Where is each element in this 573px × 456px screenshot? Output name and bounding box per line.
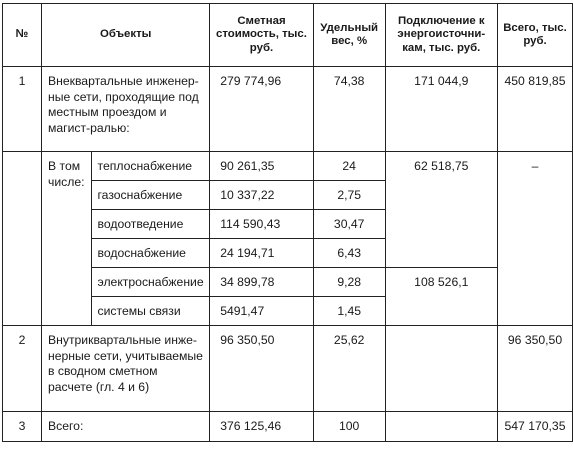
header-connection: Подключение к энергоисточни-кам, тыс. руб. bbox=[385, 4, 497, 67]
sub-connection-a: 62 518,75 bbox=[385, 152, 497, 268]
sub-item-cost: 90 261,35 bbox=[210, 152, 314, 181]
sub-label: В том числе: bbox=[41, 152, 91, 326]
sub-item-cost: 5491,47 bbox=[210, 297, 314, 326]
row-cost: 96 350,50 bbox=[210, 326, 314, 412]
sub-item-cost: 10 337,22 bbox=[210, 181, 314, 210]
sub-item-weight: 9,28 bbox=[313, 268, 385, 297]
row-number: 3 bbox=[3, 412, 42, 442]
row-cost: 376 125,46 bbox=[210, 412, 314, 442]
row-total: 96 350,50 bbox=[497, 326, 572, 412]
table-row bbox=[3, 412, 573, 442]
sub-connection-b: 108 526,1 bbox=[385, 268, 497, 326]
table-row bbox=[3, 67, 573, 152]
sub-item-weight: 30,47 bbox=[313, 210, 385, 239]
sub-item-cost: 24 194,71 bbox=[210, 239, 314, 268]
sub-item-weight: 6,43 bbox=[313, 239, 385, 268]
row-object-name: Внеквартальные инженер-ные сети, проходящие под местным проездом и магист-ралью: bbox=[41, 67, 209, 152]
header-total: Всего, тыс. руб. bbox=[497, 4, 572, 67]
sub-item-name: системы связи bbox=[91, 297, 210, 326]
header-objects: Объекты bbox=[41, 4, 209, 67]
sub-row bbox=[3, 152, 573, 181]
row-object-name: Внутриквартальные инже-нерные сети, учитываемые в сводном сметном расчете (гл. 4 и 6) bbox=[41, 326, 209, 412]
row-number: 2 bbox=[3, 326, 42, 412]
sub-item-name: водоотведение bbox=[91, 210, 210, 239]
row-weight: 74,38 bbox=[313, 67, 385, 152]
sub-item-weight: 24 bbox=[313, 152, 385, 181]
sub-item-name: теплоснабжение bbox=[91, 152, 210, 181]
row-weight: 100 bbox=[313, 412, 385, 442]
row-connection bbox=[385, 412, 497, 442]
sub-number-empty bbox=[3, 152, 42, 326]
row-object-name: Всего: bbox=[41, 412, 209, 442]
row-weight: 25,62 bbox=[313, 326, 385, 412]
row-total: 450 819,85 bbox=[497, 67, 572, 152]
row-total: 547 170,35 bbox=[497, 412, 572, 442]
sub-item-name: электроснабжение bbox=[91, 268, 210, 297]
sub-item-cost: 34 899,78 bbox=[210, 268, 314, 297]
cost-table-wrapper bbox=[2, 3, 573, 442]
table-row bbox=[3, 326, 573, 412]
sub-item-name: водоснабжение bbox=[91, 239, 210, 268]
header-row bbox=[3, 4, 573, 67]
sub-item-name: газоснабжение bbox=[91, 181, 210, 210]
header-weight: Удельный вес, % bbox=[313, 4, 385, 67]
cost-table bbox=[2, 3, 573, 442]
header-number: № bbox=[3, 4, 42, 67]
row-cost: 279 774,96 bbox=[210, 67, 314, 152]
row-connection bbox=[385, 326, 497, 412]
sub-item-weight: 1,45 bbox=[313, 297, 385, 326]
row-connection: 171 044,9 bbox=[385, 67, 497, 152]
sub-total: – bbox=[497, 152, 572, 326]
sub-item-cost: 114 590,43 bbox=[210, 210, 314, 239]
header-cost: Сметная стоимость, тыс. руб. bbox=[210, 4, 314, 67]
sub-item-weight: 2,75 bbox=[313, 181, 385, 210]
row-number: 1 bbox=[3, 67, 42, 152]
